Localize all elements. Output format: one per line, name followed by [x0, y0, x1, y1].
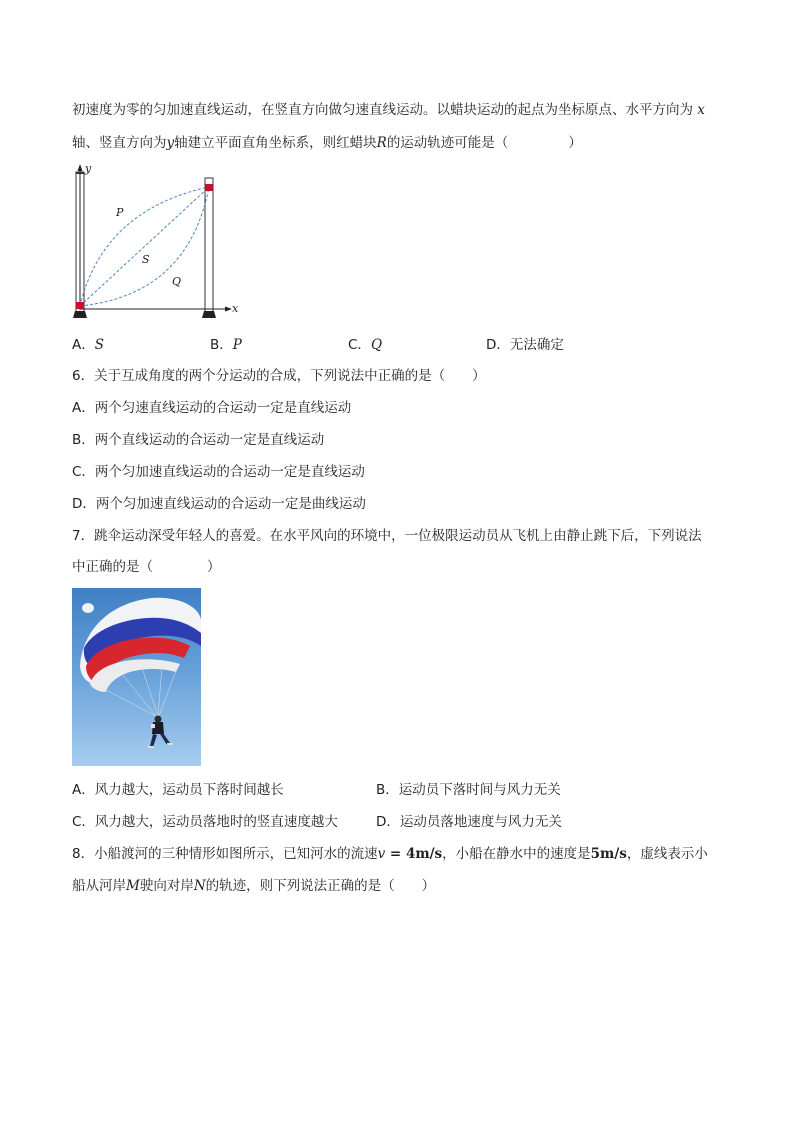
- q8-stem-line1-text-b: ，小船在静水中的速度是: [442, 846, 591, 862]
- q8-stem-line1-text-a: 8．小船渡河的三种情形如图所示，已知河水的流速: [72, 846, 378, 862]
- right-tube-base: [202, 311, 216, 318]
- q8-stem-line2: [72, 876, 435, 896]
- y-axis-label: y: [85, 162, 92, 175]
- q6-stem: 6．关于互成角度的两个分运动的合成，下列说法中正确的是（ ）: [72, 368, 486, 384]
- q5-var-y: y: [166, 135, 175, 151]
- q7-stem-line1: 7．跳伞运动深受年轻人的喜爱。在水平风向的环境中，一位极限运动员从飞机上由静止跳下后，下列说法: [72, 528, 702, 544]
- q5-option-b[interactable]: [210, 335, 242, 355]
- q5-trajectory-diagram: [68, 160, 258, 325]
- q7-option-c[interactable]: C．风力越大，运动员落地时的竖直速度越大: [72, 814, 338, 830]
- right-tube: [205, 178, 213, 312]
- q5-option-a-letter: A．: [72, 337, 95, 353]
- x-axis-arrow: [225, 307, 232, 312]
- q6-option-b[interactable]: B．两个直线运动的合运动一定是直线运动: [72, 432, 325, 448]
- q7-stem-line2: 中正确的是（ ）: [72, 559, 221, 575]
- q5-option-d-letter: D．: [486, 337, 510, 353]
- q8-var-v: v: [377, 846, 386, 862]
- x-axis-label: x: [232, 302, 239, 315]
- q8-stem-line2-text-c: 的轨迹，则下列说法正确的是（ ）: [205, 878, 436, 894]
- q7-option-d[interactable]: D．运动员落地速度与风力无关: [376, 814, 562, 830]
- q5-option-c-letter: C．: [348, 337, 371, 353]
- q5-stem-line2: [72, 133, 582, 153]
- q8-stem-line1-text-c: ，虚线表示小: [626, 846, 708, 862]
- q8-var-M: M: [126, 878, 140, 894]
- q8-stem-line2-text-b: 驶向对岸: [139, 878, 194, 894]
- q5-stem-line2-text-c: 的运动轨迹可能是（: [386, 135, 509, 151]
- trajectory-S: [80, 187, 209, 306]
- q5-option-b-text: P: [232, 337, 242, 353]
- q5-option-d[interactable]: [486, 335, 564, 355]
- y-axis-arrow: [78, 164, 83, 171]
- q5-option-d-text: 无法确定: [509, 337, 564, 353]
- q5-stem-line1: [72, 100, 705, 120]
- q5-stem-line1-text: 初速度为零的匀加速直线运动，在竖直方向做匀速直线运动。以蜡块运动的起点为坐标原点、水平方向为: [72, 102, 693, 118]
- q8-var-N: N: [193, 878, 206, 894]
- q5-var-R: R: [376, 135, 387, 151]
- q6-option-d[interactable]: D．两个匀加速直线运动的合运动一定是曲线运动: [72, 496, 366, 512]
- q8-stem-line1: [72, 844, 708, 864]
- distant-parachute: [82, 603, 94, 613]
- q7-option-a[interactable]: A．风力越大，运动员下落时间越长: [72, 782, 284, 798]
- q5-stem-line2-text-d: ）: [568, 135, 582, 151]
- q5-option-a[interactable]: [72, 335, 104, 355]
- wax-block-end: [205, 184, 213, 191]
- q8-stem-line2-text-a: 船从河岸: [72, 878, 126, 894]
- q5-stem-line2-text-b: 轴建立平面直角坐标系，则红蜡块: [174, 135, 377, 151]
- q5-stem-line2-text-a: 轴、竖直方向为: [72, 135, 167, 151]
- q7-option-b[interactable]: B．运动员下落时间与风力无关: [376, 782, 561, 798]
- q5-option-c[interactable]: [348, 335, 382, 355]
- parachute-photo: [72, 588, 201, 766]
- q5-var-x: x: [697, 102, 705, 118]
- q5-option-b-letter: B．: [210, 337, 233, 353]
- label-Q: Q: [172, 275, 182, 288]
- q6-option-c[interactable]: C．两个匀加速直线运动的合运动一定是直线运动: [72, 464, 365, 480]
- label-S: S: [142, 253, 150, 266]
- left-tube-base: [73, 311, 87, 318]
- q5-option-a-text: S: [94, 337, 104, 353]
- label-P: P: [116, 206, 124, 219]
- q5-option-c-text: Q: [370, 337, 383, 353]
- q8-river-speed: = 4m/s: [385, 846, 443, 862]
- q6-option-a[interactable]: A．两个匀速直线运动的合运动一定是直线运动: [72, 400, 352, 416]
- wax-block-start: [76, 302, 84, 309]
- q8-boat-speed: 5m/s: [590, 846, 627, 862]
